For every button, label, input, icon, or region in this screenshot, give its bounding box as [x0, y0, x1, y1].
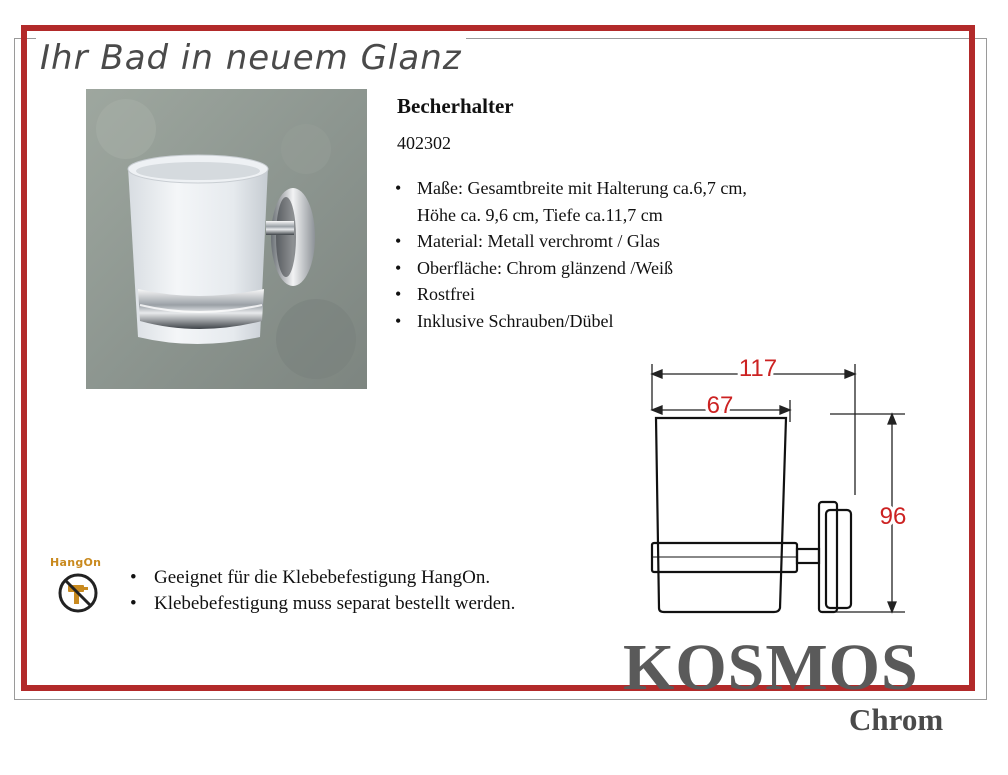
dimension-drawing [640, 350, 920, 620]
spec-list [393, 175, 747, 334]
technical-drawing [640, 350, 920, 625]
hangon-note-text: Geeignet für die Klebebefestigung HangOn. [154, 567, 491, 588]
dim-67-label: 67 [706, 392, 734, 419]
series-name: Chrom [849, 702, 944, 737]
hangon-logo: HangOn [50, 556, 102, 569]
product-photo [86, 89, 367, 389]
spec-material-text: Material: Metall verchromt / Glas [417, 231, 660, 251]
spec-item-dimensions [393, 175, 747, 228]
no-drill-icon [56, 571, 100, 620]
dim-96-label: 96 [879, 503, 907, 530]
brand-name: KOSMOS [623, 631, 919, 704]
spec-dimensions-line1: Maße: Gesamtbreite mit Halterung ca.6,7 cm, [417, 178, 747, 198]
article-number: 402302 [397, 133, 451, 153]
glass-tumbler-holder-photo [86, 89, 367, 389]
hangon-note-item [128, 565, 515, 591]
spec-dimensions-line2: Höhe ca. 9,6 cm, Tiefe ca.11,7 cm [417, 204, 663, 225]
spec-item-material [393, 228, 747, 255]
hangon-note-item [128, 591, 515, 617]
hangon-note-text: Klebebefestigung muss separat bestellt werden. [154, 593, 516, 614]
spec-item-surface [393, 255, 747, 282]
spec-item-rustproof [393, 281, 747, 308]
slogan-heading: Ihr Bad in neuem Glanz [36, 34, 466, 82]
hangon-notes [128, 565, 515, 617]
spec-surface-text: Oberfläche: Chrom glänzend /Weiß [417, 257, 673, 278]
product-title: Becherhalter [397, 94, 514, 118]
spec-item-screws [393, 308, 747, 335]
spec-screws-text: Inklusive Schrauben/Dübel [417, 310, 614, 331]
spec-rustproof-text: Rostfrei [417, 284, 475, 304]
dim-117-label: 117 [738, 355, 778, 382]
